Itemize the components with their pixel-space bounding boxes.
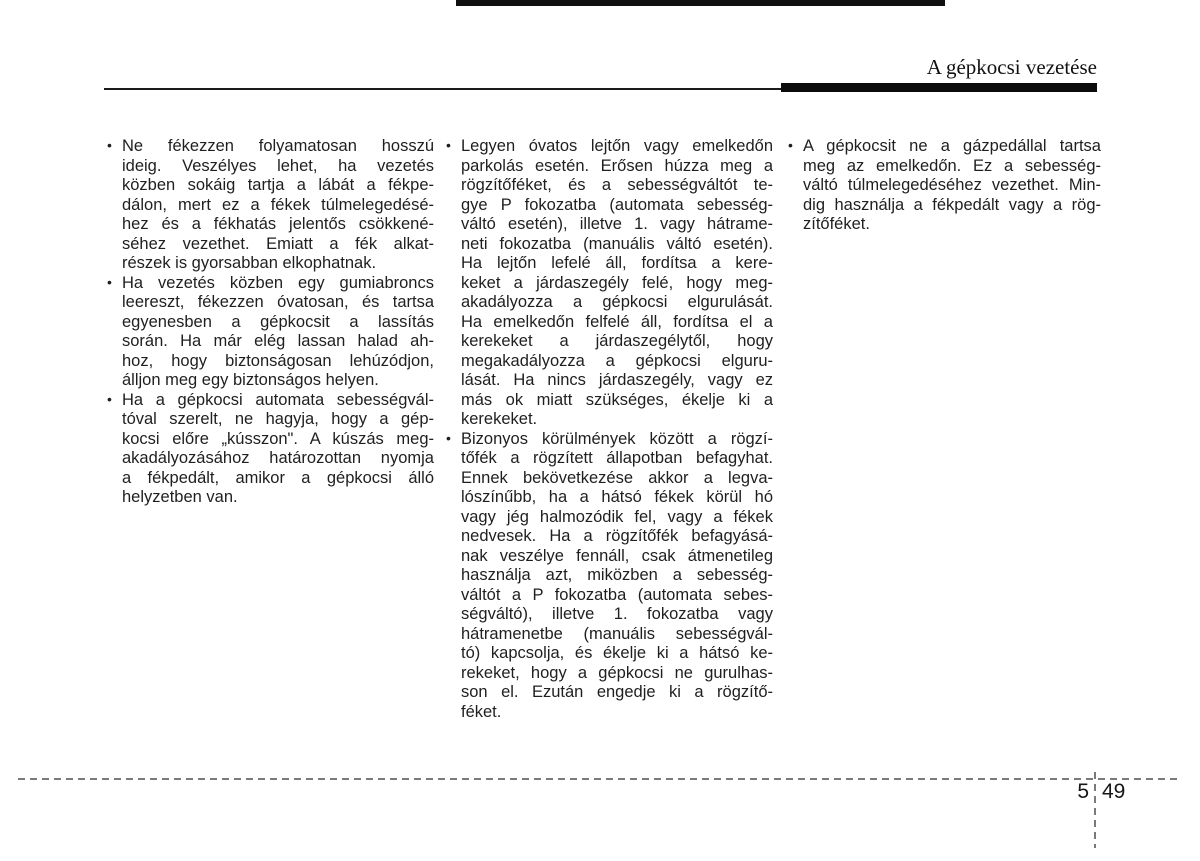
bullet-line: séhez vezethet. Emiatt a fék alkat- (122, 234, 434, 253)
footer-dashed-line (18, 778, 1181, 780)
bullet-line: akadályozásához határozottan nyomja (122, 449, 434, 467)
bullet-line: rekeket, hogy a gépkocsi ne gurulhas- (461, 663, 773, 682)
bullet-marker-icon: • (107, 137, 112, 153)
bullet-item (785, 137, 1101, 235)
bullet-marker-icon: • (107, 390, 112, 407)
bullet-line: féket. (461, 702, 502, 721)
bullet-line: más ok miatt szükséges, ékelje ki a (461, 390, 773, 409)
bullet-line: megakadályozza a gépkocsi elguru- (461, 351, 773, 370)
bullet-line: lószínűbb, ha a hátsó fékek körül hó (461, 488, 773, 506)
bullet-line: Ha vezetés közben egy gumiabroncs (122, 273, 434, 292)
bullet-line: dig használja a fékpedált vagy a rög- (803, 195, 1101, 214)
bullet-line: tőfék a rögzített állapotban befagyhat. (461, 449, 773, 467)
bullet-item (443, 430, 773, 723)
bullet-line: Ha emelkedőn felfelé áll, fordítsa el a (461, 312, 773, 331)
page-title: A gépkocsi vezetése (926, 55, 1097, 79)
bullet-line: Bizonyos körülmények között a rögzí- (461, 429, 773, 448)
bullet-line: Ha a gépkocsi automata sebességvál- (122, 390, 434, 409)
bullet-line: nak veszélye fennáll, csak átmenetileg (461, 546, 773, 565)
bullet-line: helyzetben van. (122, 488, 238, 506)
bullet-line: során. Ha már elég lassan halad ah- (122, 332, 434, 350)
bullet-line: Ennek bekövetkezése akkor a legva- (461, 468, 773, 487)
bullet-line: a fékpedált, amikor a gépkocsi álló (122, 468, 434, 487)
text-column-3 (785, 137, 1101, 235)
bullet-line: lását. Ha nincs járdaszegély, vagy ez (461, 371, 773, 389)
bullet-line: ideig. Veszélyes lehet, ha vezetés (122, 156, 434, 175)
bullet-line: váltót a P fokozatba (automata sebes- (461, 585, 773, 604)
bullet-line: ségváltó), illetve 1. fokozatba vagy (461, 605, 773, 623)
bullet-line: tó) kapcsolja, és ékelje ki a hátsó ke- (461, 644, 773, 662)
bullet-marker-icon: • (107, 273, 112, 290)
bullet-line: hátramenetbe (manuális sebességvál- (461, 624, 773, 643)
bullet-line: kocsi előre „kússzon". A kúszás meg- (122, 429, 434, 448)
top-edge-cutoff-bar (456, 0, 945, 6)
bullet-line: hoz, hogy biztonságosan lehúzódjon, (122, 351, 434, 370)
bullet-line: gye P fokozatba (automata sebesség- (461, 195, 773, 214)
bullet-marker-icon: • (788, 137, 793, 153)
bullet-line: son el. Ezután engedje ki a rögzítő- (461, 683, 773, 701)
text-column-2 (443, 137, 773, 722)
bullet-line: egyenesben a gépkocsit a lassítás (122, 312, 434, 331)
bullet-item (104, 274, 434, 391)
bullet-line: kerekeket. (461, 410, 538, 428)
bullet-marker-icon: • (446, 137, 451, 153)
bullet-line: Legyen óvatos lejtőn vagy emelkedőn (461, 137, 773, 155)
bullet-line: dálon, mert ez a fékek túlmelegedésé- (122, 195, 434, 214)
bullet-line: kerekeket a járdaszegélytől, hogy (461, 332, 773, 350)
bullet-item (443, 137, 773, 430)
bullet-line: leereszt, fékezzen óvatosan, és tartsa (122, 293, 434, 311)
bullet-line: nedvesek. Ha a rögzítőfék befagyásá- (461, 527, 773, 545)
bullet-item (104, 391, 434, 508)
bullet-line: meg az emelkedőn. Ez a sebesség- (803, 156, 1101, 175)
bullet-line: akadályozza a gépkocsi elgurulását. (461, 293, 773, 311)
bullet-line: vagy jég halmozódik fel, vagy a fékek (461, 507, 773, 526)
footer-vertical-dashed-line (1094, 772, 1096, 848)
bullet-line: A gépkocsit ne a gázpedállal tartsa (803, 137, 1101, 155)
bullet-line: neti fokozatba (manuális váltó esetén). (461, 234, 773, 253)
bullet-marker-icon: • (446, 429, 451, 446)
bullet-line: részek is gyorsabban elkophatnak. (122, 254, 377, 272)
bullet-line: keket a járdaszegély felé, hogy meg- (461, 273, 773, 292)
bullet-line: álljon meg egy biztonságos helyen. (122, 371, 379, 389)
bullet-line: hez és a fékhatás jelentős csökkené- (122, 215, 434, 233)
bullet-line: Ha lejtőn lefelé áll, fordítsa a kere- (461, 254, 773, 272)
bullet-line: rögzítőféket, és a sebességváltót te- (461, 176, 773, 194)
header-accent-bar (781, 83, 1097, 92)
bullet-line: használja azt, miközben a sebesség- (461, 566, 773, 584)
text-column-1 (104, 137, 434, 508)
bullet-line: zítőféket. (803, 215, 870, 233)
bullet-line: parkolás esetén. Erősen húzza meg a (461, 156, 773, 175)
bullet-line: Ne fékezzen folyamatosan hosszú (122, 137, 434, 155)
page-number: 49 (1102, 780, 1126, 803)
bullet-item (104, 137, 434, 274)
bullet-line: tóval szerelt, ne hagyja, hogy a gép- (122, 410, 434, 428)
bullet-line: váltó túlmelegedéséhez vezethet. Min- (803, 176, 1101, 194)
bullet-line: váltó esetén), illetve 1. vagy hátrame- (461, 215, 773, 233)
chapter-number: 5 (1077, 780, 1089, 803)
bullet-line: közben sokáig tartja a lábát a fékpe- (122, 176, 434, 194)
